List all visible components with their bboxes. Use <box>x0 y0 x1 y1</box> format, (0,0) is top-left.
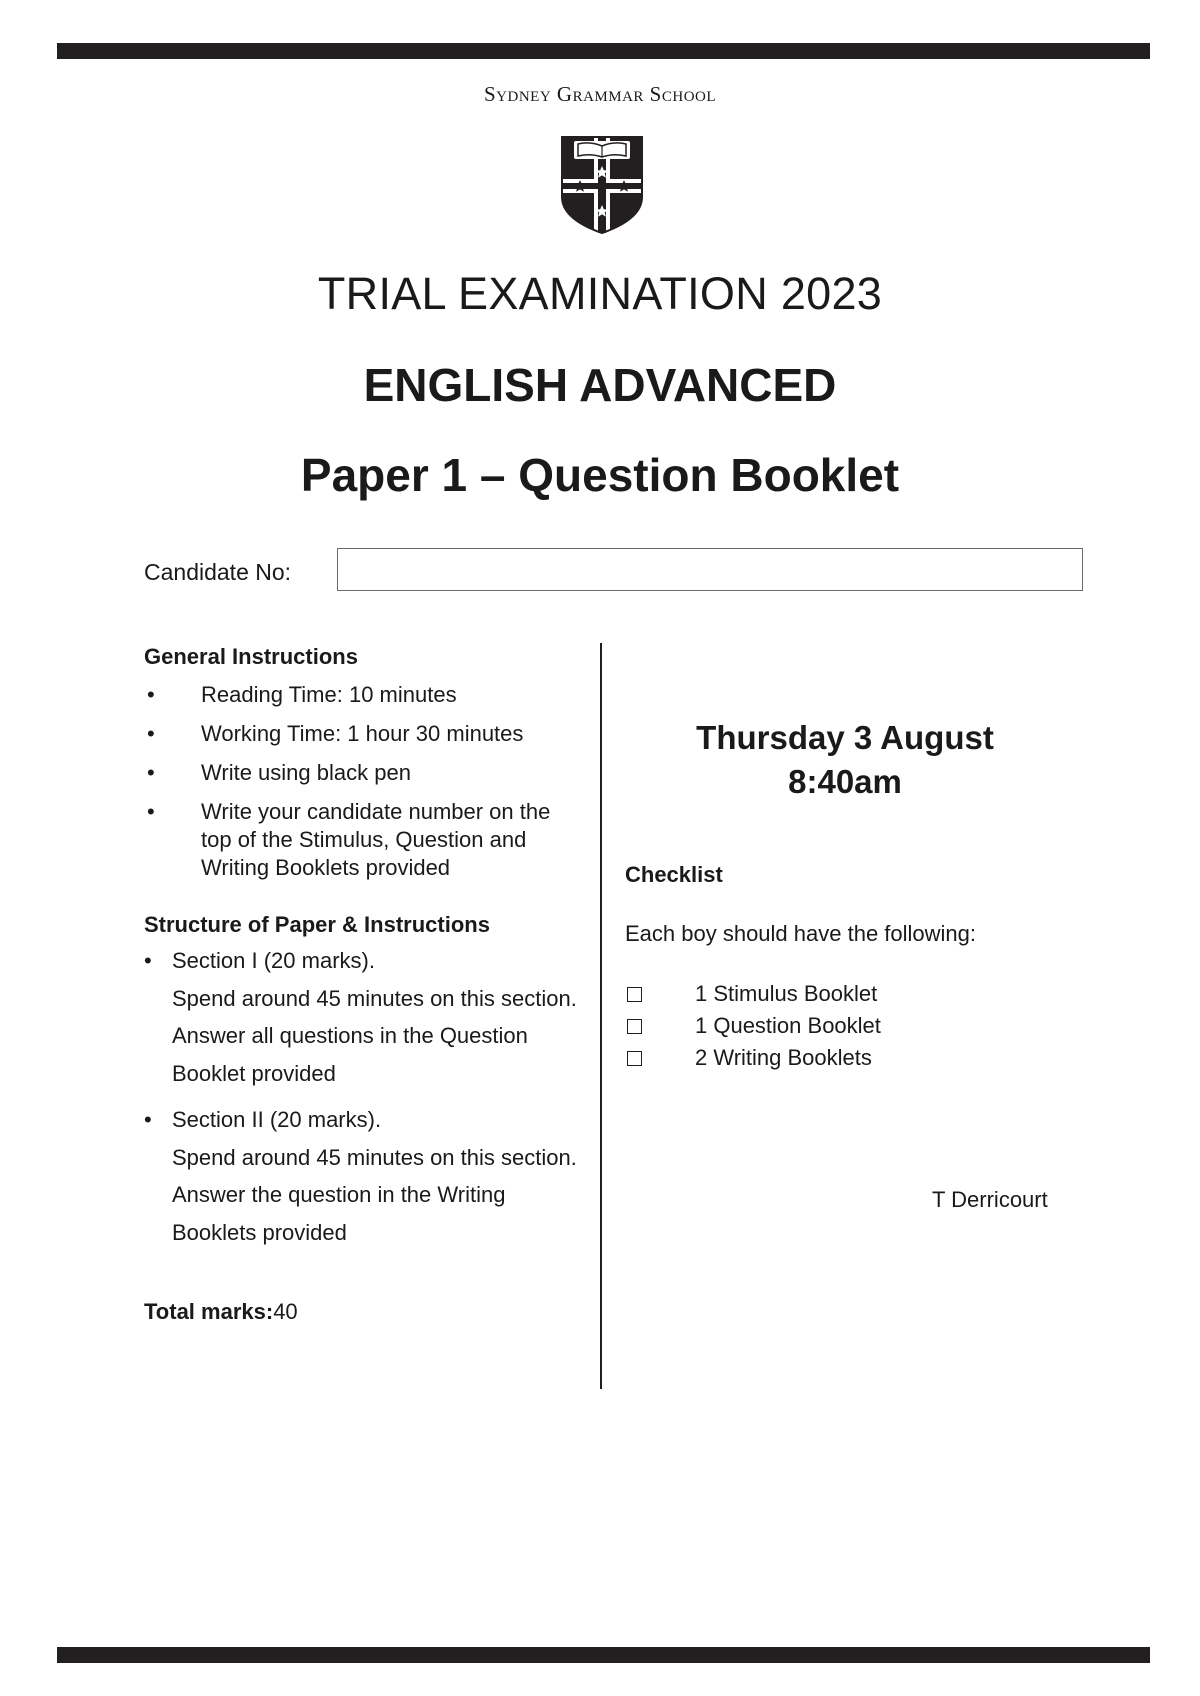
candidate-number-field[interactable] <box>337 548 1083 591</box>
school-crest-icon <box>560 135 644 235</box>
checkbox[interactable] <box>627 987 642 1002</box>
section-two-item <box>144 1101 584 1251</box>
bullet: • <box>147 682 155 707</box>
section-text: Spend around 45 minutes on this section. Answer all questions in the Question Booklet provided <box>172 985 577 1086</box>
general-instructions-list <box>144 681 584 882</box>
checkbox[interactable] <box>627 1019 642 1034</box>
checklist-item-label: 1 Question Booklet <box>695 1013 881 1038</box>
instruction-text: Reading Time: 10 minutes <box>201 682 457 707</box>
candidate-number-label: Candidate No: <box>144 559 292 585</box>
section-text: Spend around 45 minutes on this section. Answer the question in the Writing Booklets provided <box>172 1144 577 1245</box>
section-title: Section II (20 marks). <box>172 1107 382 1132</box>
total-marks-value: 40 <box>273 1299 298 1324</box>
bullet: • <box>144 1107 152 1132</box>
top-rule <box>57 43 1150 59</box>
instruction-text: Write your candidate number on the top of the Stimulus, Question and Writing Booklets provided <box>201 799 551 880</box>
bullet: • <box>147 760 155 785</box>
bottom-rule <box>57 1647 1150 1663</box>
instruction-text: Write using black pen <box>201 760 411 785</box>
section-title: Section I (20 marks). <box>172 948 375 973</box>
checkbox[interactable] <box>627 1051 642 1066</box>
school-name: Sydney Grammar School <box>483 82 717 106</box>
checklist-item-label: 2 Writing Booklets <box>695 1045 872 1070</box>
structure-heading: Structure of Paper & Instructions <box>144 912 490 937</box>
exam-time: 8:40am <box>788 763 902 800</box>
subject-title: ENGLISH ADVANCED <box>363 359 837 411</box>
total-marks-label: Total marks: <box>144 1299 274 1324</box>
exam-day: Thursday 3 August <box>696 719 994 756</box>
checklist-item-label: 1 Stimulus Booklet <box>695 981 878 1006</box>
column-divider <box>600 643 602 1389</box>
checklist-heading: Checklist <box>625 862 723 887</box>
exam-title: TRIAL EXAMINATION 2023 <box>317 268 883 319</box>
checklist-intro: Each boy should have the following: <box>625 921 977 946</box>
section-one-item <box>144 942 584 1092</box>
bullet: • <box>147 721 155 746</box>
bullet: • <box>144 948 152 973</box>
bullet: • <box>147 799 155 824</box>
list-item <box>144 798 584 882</box>
list-item <box>144 759 584 787</box>
exam-date <box>625 716 1065 804</box>
instructions-column <box>144 644 584 1325</box>
total-marks <box>144 1299 584 1325</box>
paper-title: Paper 1 – Question Booklet <box>300 449 900 501</box>
general-instructions-heading: General Instructions <box>144 644 358 669</box>
instruction-text: Working Time: 1 hour 30 minutes <box>201 721 524 746</box>
list-item <box>144 720 584 748</box>
list-item <box>144 681 584 709</box>
author-name: T Derricourt <box>932 1187 1048 1212</box>
